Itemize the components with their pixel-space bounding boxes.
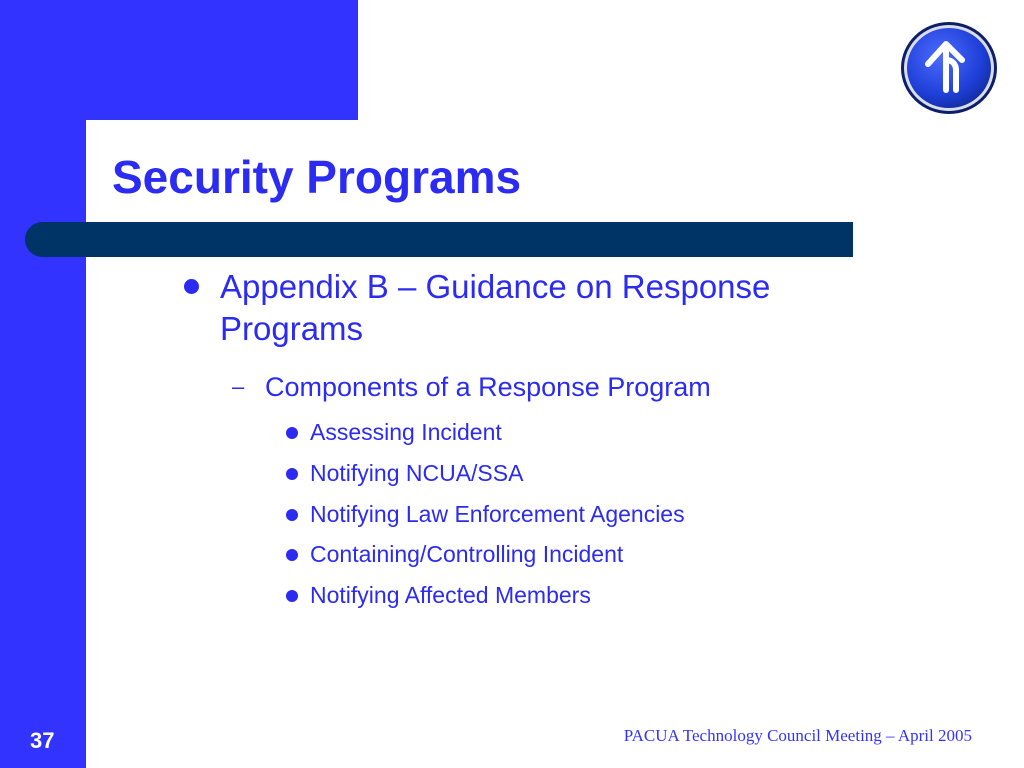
bullet-level3-item	[286, 581, 591, 609]
bullet-dot-icon	[286, 590, 298, 602]
bullet-level3-text: Assessing Incident	[310, 419, 502, 445]
bullet-dot-icon	[286, 427, 298, 439]
dash-marker: –	[232, 374, 245, 399]
bullet-level3-text: Notifying NCUA/SSA	[310, 460, 524, 486]
bullet-level3-text: Containing/Controlling Incident	[310, 541, 624, 567]
bullet-level3-item	[286, 540, 623, 568]
bullet-level3-item	[286, 418, 502, 446]
bullet-dot-icon	[286, 549, 298, 561]
bullet-level3-item	[286, 459, 523, 487]
bullet-level2	[232, 370, 711, 404]
bullet-dot-icon	[286, 468, 298, 480]
slide-title: Security Programs	[112, 151, 522, 203]
bullet-level3-text: Notifying Law Enforcement Agencies	[310, 501, 685, 527]
slide-footer: PACUA Technology Council Meeting – April 2005	[623, 726, 972, 745]
bullet-level1-text: Appendix B – Guidance on Response Programs	[220, 268, 771, 347]
bullet-level1	[184, 266, 904, 350]
bullet-dot-icon	[184, 279, 199, 294]
slide-number: 37	[30, 728, 55, 753]
bullet-dot-icon	[286, 509, 298, 521]
bullet-level2-text: Components of a Response Program	[265, 372, 711, 402]
bullet-level3-text: Notifying Affected Members	[310, 582, 591, 608]
bullet-level3-item	[286, 500, 685, 528]
